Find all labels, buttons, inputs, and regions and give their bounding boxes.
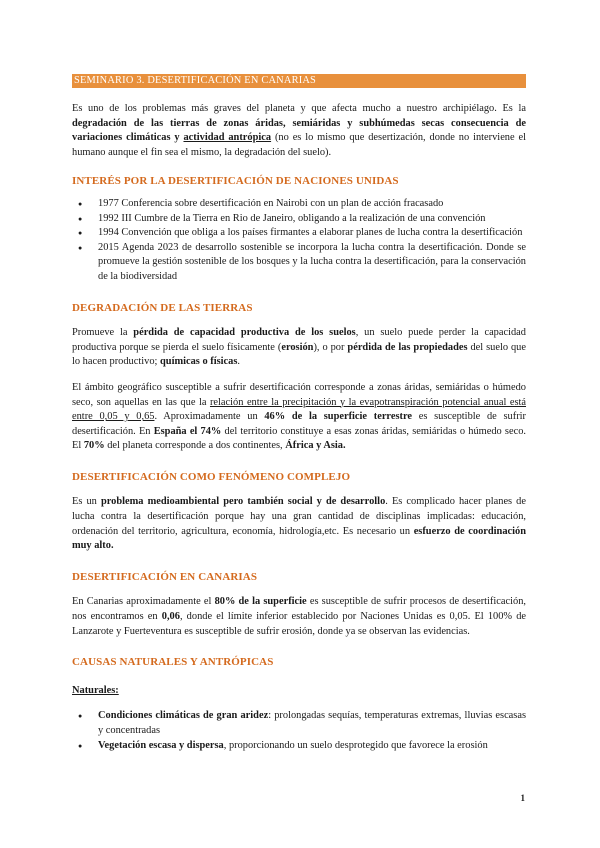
text-run: . Aproximadamente un — [154, 411, 265, 423]
naturales-list — [72, 709, 526, 753]
intro-text-1: Es uno de los problemas más graves del planeta y que afecta mucho a nuestro archipiélago. Es la — [72, 103, 526, 114]
text-run: del territorio constituye a esas zonas áridas, semiáridas o húmedo seco. El — [72, 425, 526, 452]
bold-run: España el 74% — [153, 425, 222, 437]
list-item: ● 2015 Agenda 2023 de desarrollo sostenible se incorpora la lucha contra la desertificación. Donde se promueve la gestión sostenible de los bosques y la lucha contra la desertificación, para la conservación de la biodiversidad — [98, 241, 526, 285]
list-item: ● 1977 Conferencia sobre desertificación en Nairobi con un plan de acción fracasado — [98, 197, 526, 212]
canarias-paragraph — [72, 595, 526, 639]
text-run: En Canarias aproximadamente el — [72, 596, 215, 608]
text-run: . — [237, 356, 240, 368]
bold-run: 0,06 — [161, 611, 180, 623]
complejo-paragraph — [72, 495, 526, 553]
text-run: Es un — [72, 496, 101, 508]
page-number: 1 — [520, 793, 525, 803]
bold-run: 70% — [83, 440, 105, 452]
intro-text-2: (no es lo mismo que desertización, donde no interviene el humano aunque el fin sea el mismo, la degradación del suelo). — [72, 132, 526, 158]
bold-run: esfuerzo de coordinación muy alto. — [72, 525, 526, 552]
text-run: , donde el límite inferior establecido por Naciones Unidas es 0,05. El 100% de Lanzarote y Fuerteventura es susceptible de sufrir erosión, donde ya se observan las evidencias. — [72, 611, 527, 637]
intro-paragraph — [72, 102, 526, 160]
text-run: del suelo que lo hacen productivo; — [72, 341, 526, 368]
bold-run: 46% de la superficie terrestre — [264, 411, 413, 423]
bold-run: pérdida de las propiedades — [347, 341, 468, 353]
bold-run: químicas o físicas — [160, 356, 238, 368]
interes-list — [72, 197, 526, 285]
degradacion-paragraph-2 — [72, 381, 526, 454]
subheading-naturales: Naturales: — [72, 684, 119, 696]
text-run: del planeta corresponde a dos continentes, — [104, 440, 286, 452]
text-run: es susceptible de sufrir desertificación. En — [72, 411, 527, 437]
document-title-banner: SEMINARIO 3. DESERTIFICACIÓN EN CANARIAS — [72, 74, 526, 88]
underlined-run: relación entre la precipitación y la evapotranspiración potencial anual está entre 0,05 y 0,65 — [72, 396, 527, 423]
bold-run: África y Asia. — [285, 440, 346, 452]
heading-degradacion: DEGRADACIÓN DE LAS TIERRAS — [72, 301, 253, 314]
list-item — [98, 739, 526, 754]
list-item — [98, 709, 526, 738]
heading-interes: INTERÉS POR LA DESERTIFICACIÓN DE NACIONES UNIDAS — [72, 175, 399, 188]
bold-run: Vegetación escasa y dispersa — [98, 739, 224, 751]
degradacion-paragraph-1 — [72, 326, 526, 370]
text-run: . Es complicado hacer planes de lucha contra la desertificación porque hay una gran cantidad de disciplinas implicadas: educación, ordenación del territorio, agricultura, economía, hidrología,etc. Es necesario un — [72, 496, 526, 537]
text-run: , un suelo puede perder la capacidad productiva porque se pierda el suelo físicamente ( — [72, 327, 526, 353]
text-run: ), o por — [313, 341, 348, 353]
list-item: ● 1994 Convención que obliga a los países firmantes a elaborar planes de lucha contra la desertificación — [98, 226, 526, 241]
bold-run: pérdida de capacidad productiva de los suelos — [133, 327, 356, 339]
heading-complejo: DESERTIFICACIÓN COMO FENÓMENO COMPLEJO — [72, 470, 351, 483]
text-run: , proporcionando un suelo desprotegido que favorece la erosión — [223, 739, 488, 751]
bold-run: problema medioambiental pero también social y de desarrollo — [100, 496, 386, 508]
intro-definition: degradación de las tierras de zonas áridas, semiáridas y subhúmedas secas consecuencia de variaciones climáticas y — [72, 117, 526, 144]
list-item: ● 1992 III Cumbre de la Tierra en Rio de Janeiro, obligando a la realización de una convención — [98, 212, 526, 227]
heading-canarias: DESERTIFICACIÓN EN CANARIAS — [72, 570, 258, 583]
bold-run: Condiciones climáticas de gran aridez — [98, 710, 269, 722]
document-page — [72, 74, 526, 753]
text-run: El ámbito geográfico susceptible a sufrir desertificación corresponde a zonas áridas, semiáridas o húmedo seco, son aquellas en las que la — [72, 381, 526, 408]
text-run: Promueve la — [72, 327, 134, 339]
intro-anthropic: actividad antrópica — [183, 132, 272, 144]
bold-run: erosión — [281, 341, 314, 353]
text-run: : prolongadas sequías, temperaturas extremas, lluvias escasas y concentradas — [98, 710, 526, 736]
heading-causas: CAUSAS NATURALES Y ANTRÓPICAS — [72, 656, 274, 669]
bold-run: 80% de la superficie — [214, 596, 307, 608]
text-run: es susceptible de sufrir procesos de desertificación, nos encontramos en — [72, 596, 526, 623]
